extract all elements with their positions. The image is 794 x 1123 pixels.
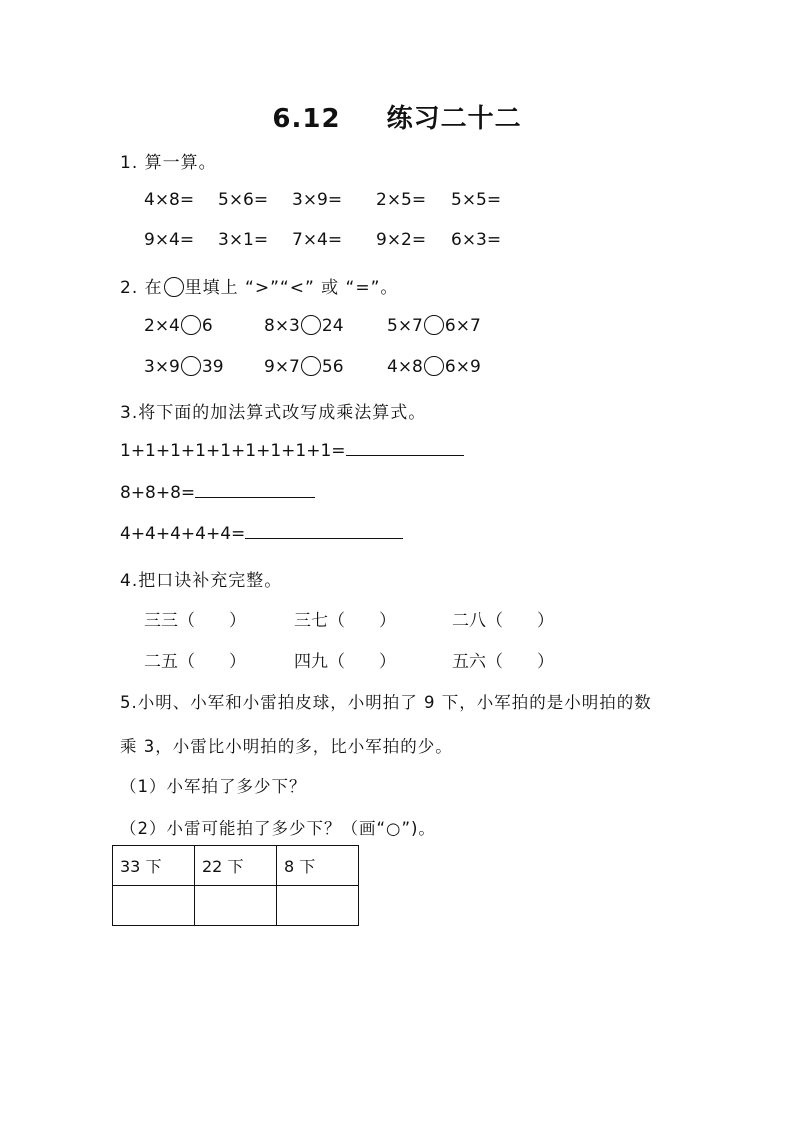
q2-left: 3×9: [144, 357, 180, 377]
q1-expression: 9×2=: [376, 230, 427, 250]
q1-expression: 3×1=: [218, 230, 269, 250]
answer-blank[interactable]: [245, 524, 403, 539]
q4-prompt: 4.把口诀补充完整。: [120, 571, 283, 591]
q3-expression: 8+8+8=: [120, 483, 196, 503]
answer-cell[interactable]: [277, 886, 359, 926]
q2-right: 24: [321, 316, 344, 336]
q1-expression: 9×4=: [144, 230, 195, 250]
q1-expression: 6×3=: [451, 230, 502, 250]
q2-prompt-after: 里填上 “>”“<” 或 “=”。: [184, 278, 399, 298]
q1-expression: 5×6=: [218, 190, 269, 210]
q3-item: [120, 441, 464, 461]
q2-right: 6: [201, 316, 213, 336]
q2-left: 5×7: [387, 316, 423, 336]
q2-comparison: [264, 315, 344, 336]
q1-expression: 4×8=: [144, 190, 195, 210]
compare-circle-blank[interactable]: [301, 315, 321, 335]
q3-expression: 4+4+4+4+4=: [120, 524, 246, 544]
circle-blank-icon: [164, 277, 184, 297]
q1-expression: 7×4=: [292, 230, 343, 250]
q2-comparison: [144, 315, 213, 336]
q2-prompt-before: 2. 在: [120, 278, 163, 298]
lesson-number: 6.12: [272, 104, 341, 134]
q5-sub-1: （1）小军拍了多少下？: [120, 777, 307, 796]
q4-verse: 四九（ ）: [294, 652, 396, 672]
q4-verse: 二八（ ）: [452, 611, 554, 631]
compare-circle-blank[interactable]: [301, 356, 321, 376]
table-header-cell: 22 下: [195, 846, 277, 886]
q2-right: 56: [321, 357, 344, 377]
compare-circle-blank[interactable]: [424, 315, 444, 335]
q2-right: 6×7: [444, 316, 481, 336]
table-header-row: [113, 846, 359, 886]
q2-left: 4×8: [387, 357, 423, 377]
q3-expression: 1+1+1+1+1+1+1+1+1=: [120, 441, 346, 461]
table-header-cell: 8 下: [277, 846, 359, 886]
q3-prompt: 3.将下面的加法算式改写成乘法算式。: [120, 403, 427, 423]
compare-circle-blank[interactable]: [181, 356, 201, 376]
q2-right: 6×9: [444, 357, 481, 377]
q2-comparison: [387, 356, 481, 377]
q4-verse: 三三（ ）: [144, 611, 246, 631]
q2-prompt: [120, 273, 398, 298]
q2-left: 8×3: [264, 316, 300, 336]
q2-comparison: [387, 315, 481, 336]
q2-comparison: [264, 356, 344, 377]
q5-line-1: 5.小明、小军和小雷拍皮球，小明拍了 9 下，小军拍的是小明拍的数: [120, 693, 652, 712]
table-header-cell: 33 下: [113, 846, 195, 886]
answer-cell[interactable]: [195, 886, 277, 926]
compare-circle-blank[interactable]: [424, 356, 444, 376]
table-answer-row: [113, 886, 359, 926]
q2-left: 2×4: [144, 316, 180, 336]
q5-line-2: 乘 3，小雷比小明拍的多，比小军拍的少。: [120, 737, 453, 756]
q1-expression: 2×5=: [376, 190, 427, 210]
q4-verse: 二五（ ）: [144, 652, 246, 672]
q1-expression: 5×5=: [451, 190, 502, 210]
q2-comparison: [144, 356, 224, 377]
q4-verse: 三七（ ）: [294, 611, 396, 631]
compare-circle-blank[interactable]: [181, 315, 201, 335]
q3-item: [120, 524, 403, 544]
q3-item: [120, 483, 315, 503]
q2-left: 9×7: [264, 357, 300, 377]
q1-expression: 3×9=: [292, 190, 343, 210]
answer-cell[interactable]: [113, 886, 195, 926]
q2-right: 39: [201, 357, 224, 377]
answer-blank[interactable]: [195, 483, 315, 498]
answer-blank[interactable]: [346, 441, 464, 456]
q5-answer-table: [112, 845, 359, 926]
q1-prompt: 1. 算一算。: [120, 153, 217, 173]
lesson-name: 练习二十二: [386, 104, 522, 134]
page-title: [0, 98, 794, 135]
q4-verse: 五六（ ）: [452, 652, 554, 672]
q5-sub-2: （2）小雷可能拍了多少下？（画“○”)。: [120, 819, 436, 838]
